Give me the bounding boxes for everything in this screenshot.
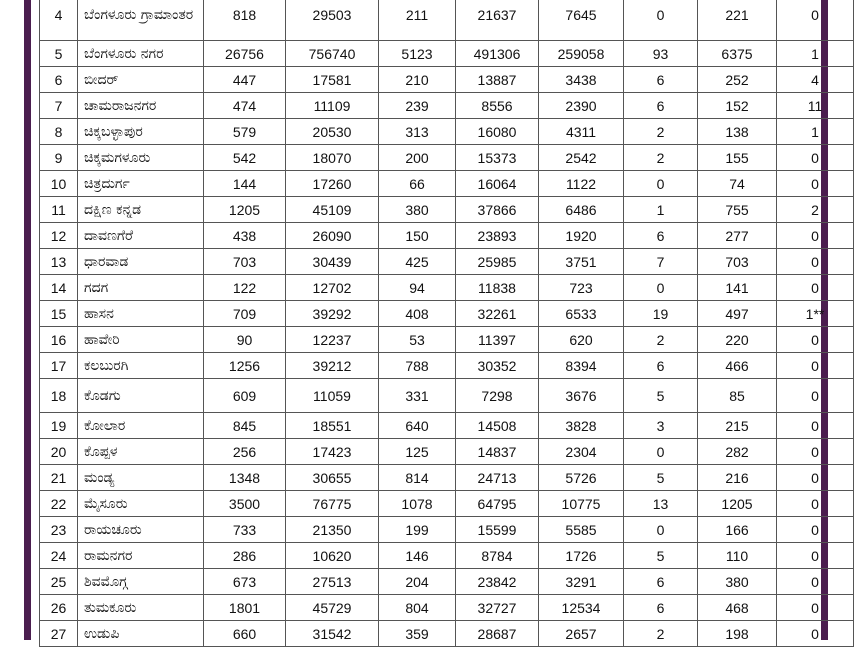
value-cell: 29503 [286,0,379,41]
value-cell: 15599 [456,517,539,543]
table-row [40,249,854,275]
district-name-cell: ರಾಯಚೂರು [78,517,204,543]
value-cell: 4311 [539,119,624,145]
value-cell: 152 [698,93,777,119]
value-cell: 5123 [379,41,456,67]
value-cell: 0 [624,171,698,197]
value-cell: 17260 [286,171,379,197]
value-cell: 331 [379,379,456,413]
table-row [40,439,854,465]
value-cell: 28687 [456,621,539,647]
value-cell: 7 [624,249,698,275]
serial-number-cell: 26 [40,595,78,621]
serial-number-cell: 24 [40,543,78,569]
serial-number-cell: 21 [40,465,78,491]
value-cell: 30439 [286,249,379,275]
serial-number-cell: 8 [40,119,78,145]
value-cell: 220 [698,327,777,353]
serial-number-cell: 16 [40,327,78,353]
table-row [40,171,854,197]
table-row [40,379,854,413]
table-row [40,223,854,249]
value-cell: 144 [204,171,286,197]
table-row [40,491,854,517]
value-cell: 466 [698,353,777,379]
value-cell: 17581 [286,67,379,93]
value-cell: 150 [379,223,456,249]
value-cell: 13 [624,491,698,517]
serial-number-cell: 5 [40,41,78,67]
district-name-cell: ಉಡುಪಿ [78,621,204,647]
table-row [40,517,854,543]
value-cell: 313 [379,119,456,145]
value-cell: 76775 [286,491,379,517]
value-cell: 0 [777,0,854,41]
value-cell: 6 [624,67,698,93]
value-cell: 804 [379,595,456,621]
value-cell: 37866 [456,197,539,223]
value-cell: 15373 [456,145,539,171]
value-cell: 0 [777,491,854,517]
value-cell: 6533 [539,301,624,327]
value-cell: 3500 [204,491,286,517]
table-row [40,595,854,621]
district-data-table [39,0,854,647]
value-cell: 755 [698,197,777,223]
value-cell: 0 [777,327,854,353]
value-cell: 1078 [379,491,456,517]
value-cell: 45109 [286,197,379,223]
value-cell: 6 [624,569,698,595]
district-name-cell: ಮೈಸೂರು [78,491,204,517]
value-cell: 211 [379,0,456,41]
value-cell: 468 [698,595,777,621]
value-cell: 0 [777,621,854,647]
value-cell: 85 [698,379,777,413]
district-name-cell: ಹಾಸನ [78,301,204,327]
value-cell: 20530 [286,119,379,145]
table-row [40,301,854,327]
value-cell: 19 [624,301,698,327]
value-cell: 8556 [456,93,539,119]
value-cell: 141 [698,275,777,301]
value-cell: 0 [777,171,854,197]
table-row [40,569,854,595]
value-cell: 16064 [456,171,539,197]
serial-number-cell: 23 [40,517,78,543]
value-cell: 30655 [286,465,379,491]
value-cell: 2 [624,621,698,647]
value-cell: 239 [379,93,456,119]
value-cell: 221 [698,0,777,41]
value-cell: 200 [379,145,456,171]
value-cell: 408 [379,301,456,327]
value-cell: 1 [777,119,854,145]
value-cell: 579 [204,119,286,145]
value-cell: 0 [777,223,854,249]
table-row [40,119,854,145]
value-cell: 18551 [286,413,379,439]
value-cell: 703 [698,249,777,275]
value-cell: 1205 [204,197,286,223]
value-cell: 497 [698,301,777,327]
value-cell: 39292 [286,301,379,327]
table-row [40,145,854,171]
value-cell: 425 [379,249,456,275]
district-name-cell: ರಾಮನಗರ [78,543,204,569]
table-body [40,0,854,647]
value-cell: 7645 [539,0,624,41]
value-cell: 94 [379,275,456,301]
value-cell: 0 [624,517,698,543]
value-cell: 8784 [456,543,539,569]
value-cell: 6 [624,223,698,249]
value-cell: 2542 [539,145,624,171]
value-cell: 146 [379,543,456,569]
serial-number-cell: 17 [40,353,78,379]
serial-number-cell: 9 [40,145,78,171]
value-cell: 11 [777,93,854,119]
district-name-cell: ಮಂಡ್ಯ [78,465,204,491]
value-cell: 16080 [456,119,539,145]
serial-number-cell: 12 [40,223,78,249]
value-cell: 0 [777,379,854,413]
value-cell: 0 [777,353,854,379]
value-cell: 110 [698,543,777,569]
district-name-cell: ಕೊಪ್ಪಳ [78,439,204,465]
district-name-cell: ದಕ್ಷಿಣ ಕನ್ನಡ [78,197,204,223]
value-cell: 93 [624,41,698,67]
table-row [40,67,854,93]
value-cell: 3676 [539,379,624,413]
value-cell: 31542 [286,621,379,647]
document-page [31,0,825,642]
value-cell: 0 [624,0,698,41]
table-row [40,327,854,353]
serial-number-cell: 18 [40,379,78,413]
value-cell: 0 [624,275,698,301]
value-cell: 1920 [539,223,624,249]
district-name-cell: ತುಮಕೂರು [78,595,204,621]
value-cell: 0 [777,275,854,301]
value-cell: 0 [777,569,854,595]
value-cell: 1** [777,301,854,327]
table-row [40,465,854,491]
value-cell: 11838 [456,275,539,301]
district-name-cell: ಕೊಡಗು [78,379,204,413]
value-cell: 216 [698,465,777,491]
value-cell: 438 [204,223,286,249]
value-cell: 39212 [286,353,379,379]
value-cell: 5 [624,465,698,491]
value-cell: 2657 [539,621,624,647]
table-row [40,41,854,67]
district-name-cell: ಕಲಬುರಗಿ [78,353,204,379]
value-cell: 282 [698,439,777,465]
value-cell: 45729 [286,595,379,621]
serial-number-cell: 7 [40,93,78,119]
value-cell: 0 [777,465,854,491]
value-cell: 2390 [539,93,624,119]
value-cell: 6486 [539,197,624,223]
frame-border-left [24,0,31,640]
table-row [40,543,854,569]
table-row [40,621,854,647]
district-name-cell: ಬೆಂಗಳೂರು ನಗರ [78,41,204,67]
value-cell: 7298 [456,379,539,413]
value-cell: 11109 [286,93,379,119]
value-cell: 23893 [456,223,539,249]
value-cell: 788 [379,353,456,379]
value-cell: 21637 [456,0,539,41]
table-row [40,0,854,41]
value-cell: 138 [698,119,777,145]
value-cell: 252 [698,67,777,93]
value-cell: 66 [379,171,456,197]
district-name-cell: ಚಿತ್ರದುರ್ಗ [78,171,204,197]
serial-number-cell: 6 [40,67,78,93]
value-cell: 8394 [539,353,624,379]
value-cell: 10620 [286,543,379,569]
value-cell: 1205 [698,491,777,517]
district-name-cell: ದಾವಣಗೆರೆ [78,223,204,249]
value-cell: 0 [777,413,854,439]
district-name-cell: ಚಿಕ್ಕಮಗಳೂರು [78,145,204,171]
value-cell: 3291 [539,569,624,595]
value-cell: 0 [624,439,698,465]
value-cell: 210 [379,67,456,93]
value-cell: 26090 [286,223,379,249]
value-cell: 10775 [539,491,624,517]
value-cell: 0 [777,145,854,171]
value-cell: 4 [777,67,854,93]
value-cell: 11397 [456,327,539,353]
district-name-cell: ಬೆಂಗಳೂರು ಗ್ರಾಮಾಂತರ [78,0,204,41]
value-cell: 1348 [204,465,286,491]
value-cell: 6 [624,595,698,621]
value-cell: 12534 [539,595,624,621]
value-cell: 0 [777,595,854,621]
value-cell: 703 [204,249,286,275]
value-cell: 380 [379,197,456,223]
value-cell: 14508 [456,413,539,439]
serial-number-cell: 15 [40,301,78,327]
value-cell: 709 [204,301,286,327]
value-cell: 380 [698,569,777,595]
value-cell: 620 [539,327,624,353]
value-cell: 756740 [286,41,379,67]
value-cell: 13887 [456,67,539,93]
value-cell: 32261 [456,301,539,327]
serial-number-cell: 14 [40,275,78,301]
table-row [40,413,854,439]
value-cell: 0 [777,439,854,465]
serial-number-cell: 27 [40,621,78,647]
value-cell: 5585 [539,517,624,543]
value-cell: 2 [624,119,698,145]
value-cell: 0 [777,249,854,275]
value-cell: 5726 [539,465,624,491]
value-cell: 155 [698,145,777,171]
value-cell: 90 [204,327,286,353]
value-cell: 1726 [539,543,624,569]
value-cell: 3 [624,413,698,439]
value-cell: 32727 [456,595,539,621]
value-cell: 542 [204,145,286,171]
value-cell: 660 [204,621,286,647]
value-cell: 673 [204,569,286,595]
value-cell: 1122 [539,171,624,197]
value-cell: 845 [204,413,286,439]
value-cell: 733 [204,517,286,543]
value-cell: 1801 [204,595,286,621]
serial-number-cell: 11 [40,197,78,223]
value-cell: 0 [777,543,854,569]
value-cell: 474 [204,93,286,119]
value-cell: 286 [204,543,286,569]
value-cell: 74 [698,171,777,197]
serial-number-cell: 4 [40,0,78,41]
value-cell: 818 [204,0,286,41]
serial-number-cell: 19 [40,413,78,439]
value-cell: 3438 [539,67,624,93]
value-cell: 12702 [286,275,379,301]
serial-number-cell: 22 [40,491,78,517]
value-cell: 6 [624,353,698,379]
value-cell: 2 [777,197,854,223]
value-cell: 6375 [698,41,777,67]
district-name-cell: ಬೀದರ್ [78,67,204,93]
value-cell: 6 [624,93,698,119]
value-cell: 23842 [456,569,539,595]
value-cell: 256 [204,439,286,465]
value-cell: 122 [204,275,286,301]
value-cell: 64795 [456,491,539,517]
value-cell: 27513 [286,569,379,595]
value-cell: 2 [624,327,698,353]
value-cell: 53 [379,327,456,353]
value-cell: 0 [777,517,854,543]
value-cell: 1256 [204,353,286,379]
value-cell: 17423 [286,439,379,465]
serial-number-cell: 25 [40,569,78,595]
value-cell: 447 [204,67,286,93]
value-cell: 3751 [539,249,624,275]
value-cell: 11059 [286,379,379,413]
table-row [40,93,854,119]
value-cell: 259058 [539,41,624,67]
value-cell: 18070 [286,145,379,171]
value-cell: 204 [379,569,456,595]
value-cell: 723 [539,275,624,301]
value-cell: 609 [204,379,286,413]
value-cell: 21350 [286,517,379,543]
value-cell: 14837 [456,439,539,465]
value-cell: 277 [698,223,777,249]
district-name-cell: ಗದಗ [78,275,204,301]
serial-number-cell: 10 [40,171,78,197]
value-cell: 166 [698,517,777,543]
table-row [40,197,854,223]
value-cell: 199 [379,517,456,543]
serial-number-cell: 13 [40,249,78,275]
district-name-cell: ಶಿವಮೊಗ್ಗ [78,569,204,595]
value-cell: 1 [624,197,698,223]
value-cell: 24713 [456,465,539,491]
district-name-cell: ಹಾವೇರಿ [78,327,204,353]
table-row [40,275,854,301]
value-cell: 491306 [456,41,539,67]
table-row [40,353,854,379]
value-cell: 2 [624,145,698,171]
value-cell: 198 [698,621,777,647]
district-name-cell: ಚಿಕ್ಕಬಳ್ಳಾಪುರ [78,119,204,145]
value-cell: 1 [777,41,854,67]
value-cell: 3828 [539,413,624,439]
value-cell: 814 [379,465,456,491]
value-cell: 215 [698,413,777,439]
value-cell: 640 [379,413,456,439]
value-cell: 5 [624,379,698,413]
value-cell: 30352 [456,353,539,379]
value-cell: 5 [624,543,698,569]
district-name-cell: ಕೋಲಾರ [78,413,204,439]
value-cell: 125 [379,439,456,465]
value-cell: 26756 [204,41,286,67]
value-cell: 2304 [539,439,624,465]
value-cell: 359 [379,621,456,647]
value-cell: 25985 [456,249,539,275]
district-name-cell: ಧಾರವಾಡ [78,249,204,275]
value-cell: 12237 [286,327,379,353]
district-name-cell: ಚಾಮರಾಜನಗರ [78,93,204,119]
serial-number-cell: 20 [40,439,78,465]
